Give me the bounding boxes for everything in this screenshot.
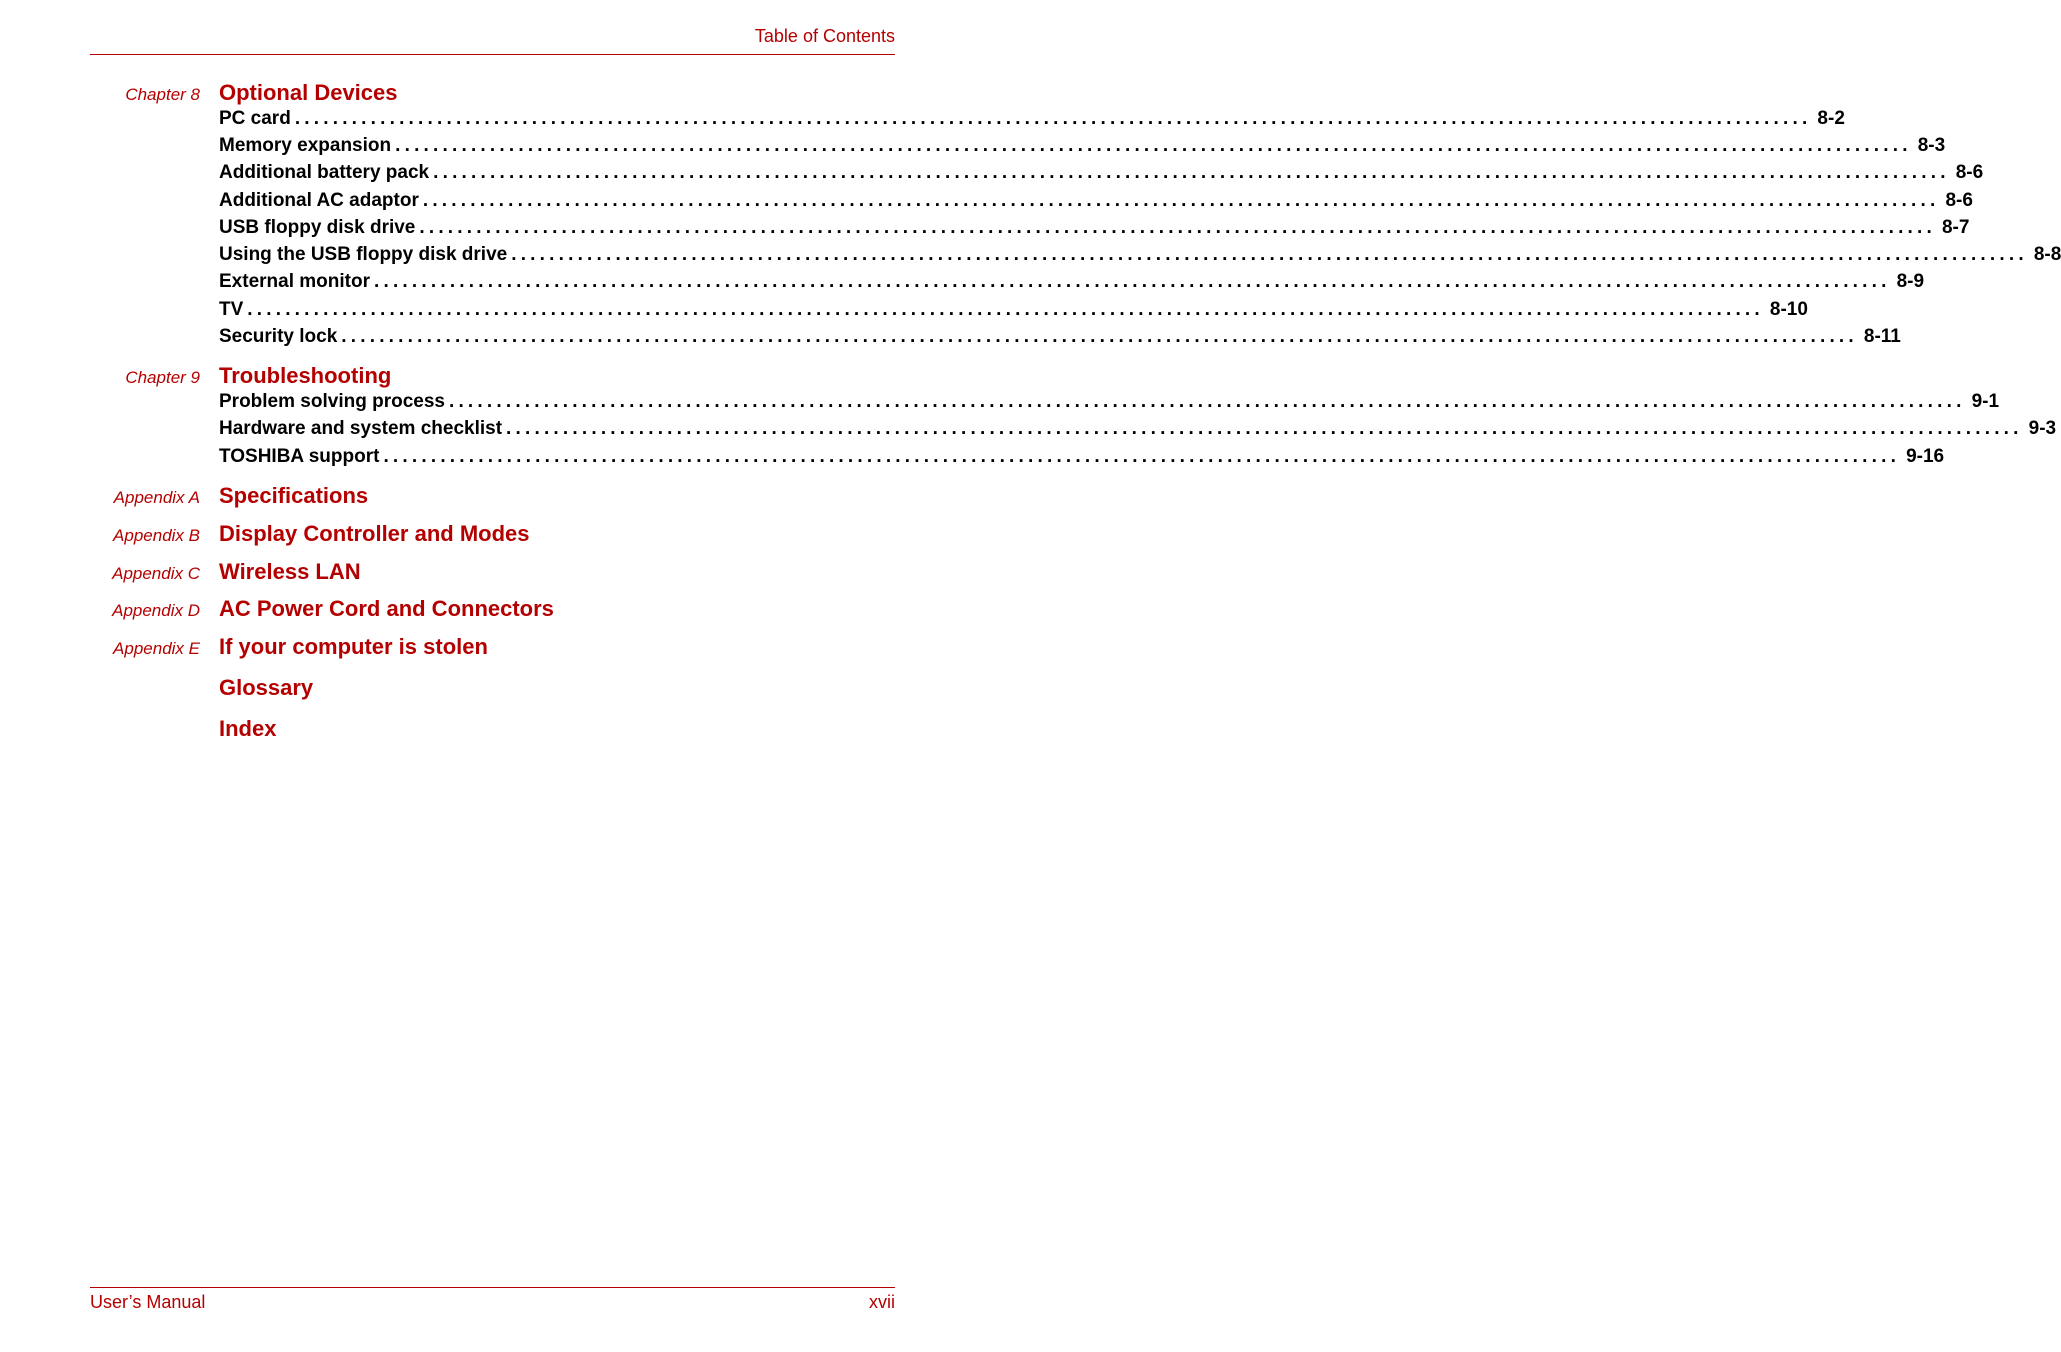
entry-title: TOSHIBA support <box>219 446 380 467</box>
toc-entry[interactable] <box>219 135 1946 159</box>
footer-manual-title: User’s Manual <box>90 1292 206 1312</box>
dot-leader: ................................................................................................................................................................ <box>294 108 1812 129</box>
section-label: Chapter 9 <box>125 368 200 387</box>
dot-leader: ................................................................................................................................................................ <box>506 418 2023 439</box>
section-title[interactable]: Glossary <box>219 675 314 700</box>
section-label: Appendix B <box>113 526 200 545</box>
entry-title: TV <box>219 299 244 320</box>
section-title[interactable]: Index <box>219 716 277 741</box>
entry-page: 8-3 <box>1917 135 1946 156</box>
dot-leader: ................................................................................................................................................................ <box>373 271 1891 292</box>
section-title[interactable]: If your computer is stolen <box>219 634 488 659</box>
entry-title: PC card <box>219 108 291 129</box>
dot-leader: ................................................................................................................................................................ <box>511 244 2028 265</box>
toc-entry[interactable] <box>219 391 2000 415</box>
entry-page: 8-7 <box>1941 217 1970 238</box>
entry-title: Additional battery pack <box>219 162 430 183</box>
dot-leader: ................................................................................................................................................................ <box>395 135 1912 156</box>
toc-entry[interactable] <box>219 418 2057 442</box>
page-number: xvii <box>869 1292 895 1312</box>
section-label: Appendix D <box>112 601 200 620</box>
section-title[interactable]: Optional Devices <box>219 80 398 105</box>
entry-page: 8-6 <box>1945 190 1973 211</box>
section-label: Appendix E <box>113 639 200 658</box>
entry-title: External monitor <box>219 271 370 292</box>
dot-leader: ................................................................................................................................................................ <box>383 446 1901 467</box>
section-title[interactable]: Troubleshooting <box>219 363 392 388</box>
entry-title: Security lock <box>219 326 338 347</box>
section-label: Appendix A <box>113 488 200 507</box>
entry-title: Problem solving process <box>219 391 445 412</box>
entry-title: Memory expansion <box>219 135 392 156</box>
header-title: Table of Contents <box>754 26 895 46</box>
toc-entry[interactable] <box>219 217 1970 241</box>
section-title[interactable]: Wireless LAN <box>219 559 361 584</box>
toc-entry[interactable] <box>219 446 1945 470</box>
entry-page: 8-10 <box>1769 299 1808 320</box>
dot-leader: ................................................................................................................................................................ <box>448 391 1966 412</box>
entry-page: 9-1 <box>1971 391 2000 412</box>
footer-rule <box>90 1287 895 1288</box>
section-title[interactable]: Display Controller and Modes <box>219 521 530 546</box>
toc-entry[interactable] <box>219 190 1973 214</box>
toc-entry[interactable] <box>219 326 1901 350</box>
dot-leader: ................................................................................................................................................................ <box>341 326 1858 347</box>
entry-page: 8-9 <box>1896 271 1925 292</box>
entry-title: USB floppy disk drive <box>219 217 416 238</box>
section-title[interactable]: Specifications <box>219 483 369 508</box>
entry-page: 8-8 <box>2033 244 2061 265</box>
toc-entry[interactable] <box>219 162 1984 186</box>
entry-page: 9-3 <box>2028 418 2057 439</box>
header-rule <box>90 54 895 55</box>
dot-leader: ................................................................................................................................................................ <box>247 299 1764 320</box>
entry-page: 8-6 <box>1955 162 1984 183</box>
entry-title: Hardware and system checklist <box>219 418 503 439</box>
dot-leader: ................................................................................................................................................................ <box>422 190 1940 211</box>
entry-title: Using the USB floppy disk drive <box>219 244 508 265</box>
entry-page: 9-16 <box>1906 446 1945 467</box>
section-label: Chapter 8 <box>125 85 200 104</box>
section-label: Appendix C <box>112 564 200 583</box>
toc-entry[interactable] <box>219 108 1845 132</box>
dot-leader: ................................................................................................................................................................ <box>419 217 1936 238</box>
toc-entry[interactable] <box>219 299 1808 323</box>
dot-leader: ................................................................................................................................................................ <box>433 162 1950 183</box>
toc-entry[interactable] <box>219 244 2061 268</box>
entry-page: 8-2 <box>1817 108 1845 129</box>
toc-entry[interactable] <box>219 271 1925 295</box>
section-title[interactable]: AC Power Cord and Connectors <box>219 596 554 621</box>
entry-title: Additional AC adaptor <box>219 190 419 211</box>
entry-page: 8-11 <box>1863 326 1901 347</box>
